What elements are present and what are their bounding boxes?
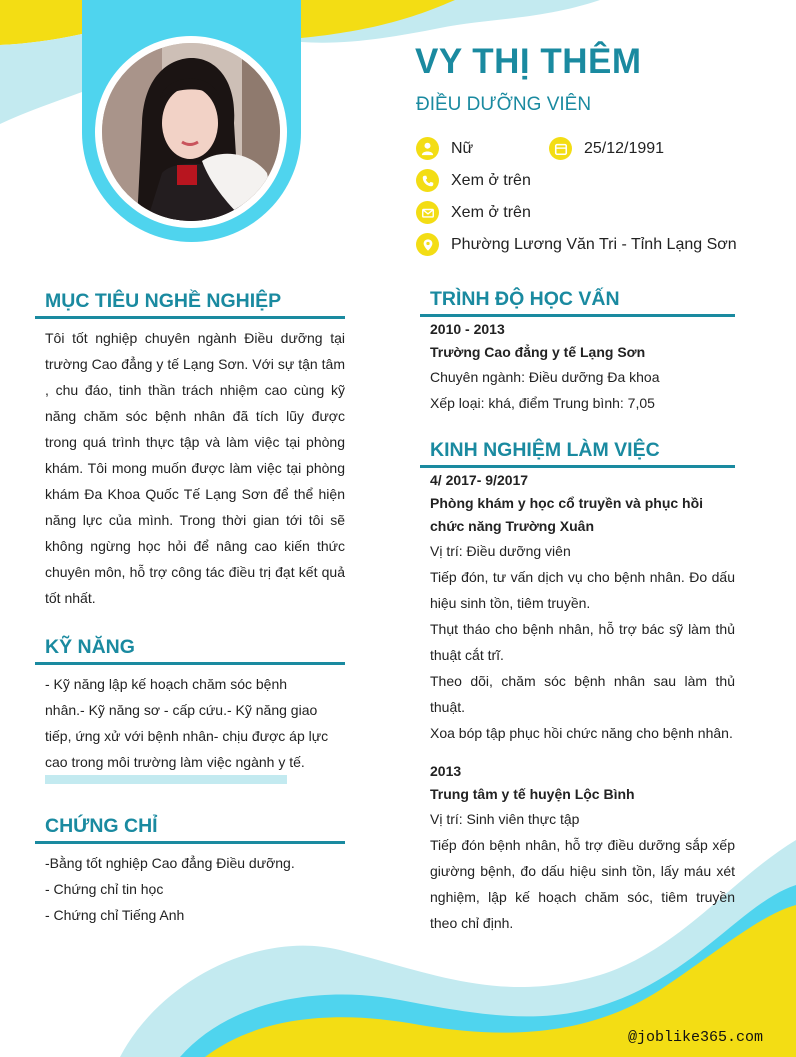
objective-divider bbox=[35, 316, 345, 319]
email-value: Xem ở trên bbox=[451, 203, 531, 221]
job-period: 2013 bbox=[430, 763, 462, 779]
birthday-value: 25/12/1991 bbox=[584, 139, 665, 157]
skills-title: KỸ NĂNG bbox=[45, 636, 135, 658]
user-icon bbox=[416, 137, 439, 160]
contact-gender bbox=[416, 137, 473, 160]
education-title: TRÌNH ĐỘ HỌC VẤN bbox=[430, 288, 620, 310]
location-icon bbox=[416, 233, 439, 256]
experience-job-2 bbox=[430, 760, 735, 936]
calendar-icon bbox=[549, 137, 572, 160]
certificate-item: - Chứng chỉ Tiếng Anh bbox=[45, 907, 185, 923]
watermark-text: @joblike365.com bbox=[628, 1029, 764, 1046]
phone-value: Xem ở trên bbox=[451, 171, 531, 189]
education-block bbox=[430, 318, 735, 416]
job-position: Vị trí: Sinh viên thực tập bbox=[430, 811, 580, 827]
education-period: 2010 - 2013 bbox=[430, 321, 505, 337]
education-grade: Xếp loại: khá, điểm Trung bình: 7,05 bbox=[430, 395, 655, 411]
skills-divider bbox=[35, 662, 345, 665]
education-divider bbox=[420, 314, 735, 317]
contact-phone bbox=[416, 169, 531, 192]
contact-email bbox=[416, 201, 531, 224]
experience-job-1 bbox=[430, 469, 735, 746]
certificates-list bbox=[45, 850, 345, 928]
education-school: Trường Cao đẳng y tế Lạng Sơn bbox=[430, 344, 646, 360]
job-company: Trung tâm y tế huyện Lộc Bình bbox=[430, 786, 635, 802]
job-duty: Theo dõi, chăm sóc bệnh nhân sau làm thủ thuật. bbox=[430, 673, 735, 715]
certificates-divider bbox=[35, 841, 345, 844]
email-icon bbox=[416, 201, 439, 224]
job-duty: Xoa bóp tập phục hồi chức năng cho bệnh nhân. bbox=[430, 725, 733, 741]
phone-icon bbox=[416, 169, 439, 192]
certificates-title: CHỨNG CHỈ bbox=[45, 815, 158, 837]
job-period: 4/ 2017- 9/2017 bbox=[430, 472, 529, 488]
experience-divider bbox=[420, 465, 735, 468]
gender-value: Nữ bbox=[451, 139, 474, 157]
top-left-blue-wave bbox=[0, 34, 82, 124]
experience-title: KINH NGHIỆM LÀM VIỆC bbox=[430, 439, 660, 461]
objective-text: Tôi tốt nghiệp chuyên ngành Điều dưỡng tại trường Cao đẳng y tế Lạng Sơn. Với sự tận tâm , chu đáo, tinh thần trách nhiệm cao cùng kỹ năng chăm sóc bệnh nhân đã tích lũy được trong quá trình thực tập và làm việc tại phòng khám. Tôi mong muốn được làm việc tại phòng khám Đa Khoa Quốc Tế Lạng Sơn để thể hiện năng lực của mình. Trong thời gian tới tôi sẽ không ngừng học hỏi để nâng cao kiến thức chuyên môn, hỗ trợ công tác điều trị đạt kết quả tốt nhất. bbox=[45, 330, 345, 606]
certificate-item: - Chứng chỉ tin học bbox=[45, 881, 164, 897]
certificate-item: -Bằng tốt nghiệp Cao đẳng Điều dưỡng. bbox=[45, 855, 295, 871]
candidate-name: VY THỊ THÊM bbox=[415, 42, 642, 81]
skills-text: - Kỹ năng lập kế hoạch chăm sóc bệnh nhân.- Kỹ năng sơ - cấp cứu.- Kỹ năng giao tiếp, ứng xử với bệnh nhân- chịu được áp lực cao trong môi trường làm việc ngành y tế. bbox=[45, 676, 329, 770]
address-value: Phường Lương Văn Tri - Tỉnh Lạng Sơn bbox=[451, 235, 737, 253]
objective-title: MỤC TIÊU NGHỀ NGHIỆP bbox=[45, 290, 282, 312]
job-duty: Thụt tháo cho bệnh nhân, hỗ trợ bác sỹ làm thủ thuật cắt trĩ. bbox=[430, 621, 735, 663]
contact-birthday bbox=[549, 137, 664, 160]
job-title: ĐIỀU DƯỠNG VIÊN bbox=[416, 94, 592, 115]
education-major: Chuyên ngành: Điều dưỡng Đa khoa bbox=[430, 369, 660, 385]
contact-address bbox=[416, 233, 737, 256]
job-company: Phòng khám y học cổ truyền và phục hồi chức năng Trường Xuân bbox=[430, 495, 704, 534]
job-position: Vị trí: Điều dưỡng viên bbox=[430, 543, 571, 559]
profile-photo bbox=[102, 43, 280, 221]
job-duty: Tiếp đón, tư vấn dịch vụ cho bệnh nhân. Đo dấu hiệu sinh tồn, tiêm truyền. bbox=[430, 569, 735, 611]
skills-bar bbox=[45, 775, 287, 784]
job-duty: Tiếp đón bệnh nhân, hỗ trợ điều dưỡng sắp xếp giường bệnh, đo dấu hiệu sinh tồn, lấy máu xét nghiệm, lập kế hoạch chăm sóc, tiêm truyền theo chỉ định. bbox=[430, 837, 735, 931]
